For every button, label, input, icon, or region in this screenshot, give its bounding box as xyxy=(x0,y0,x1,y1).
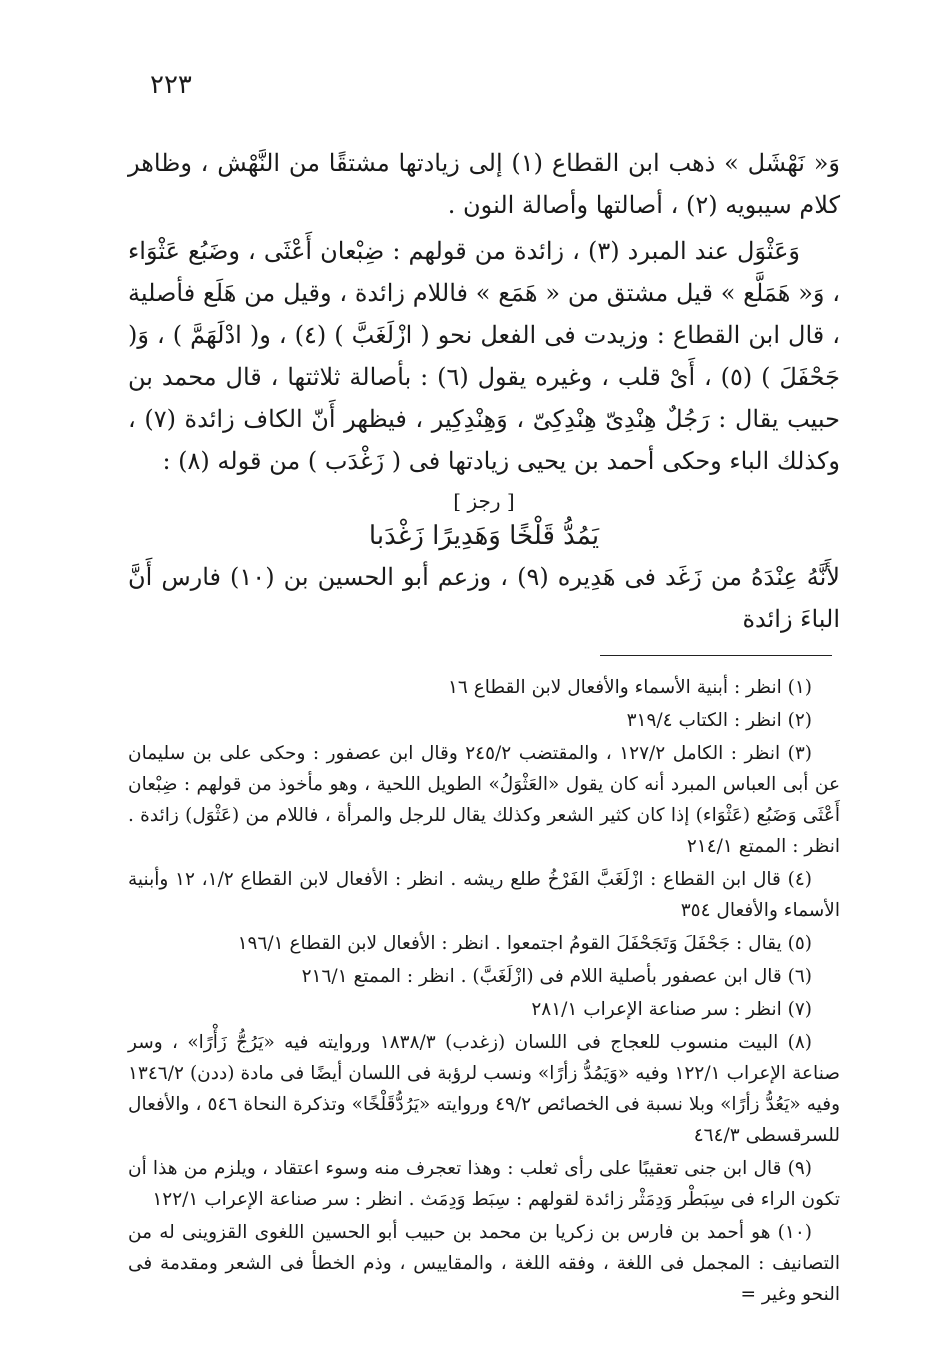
footnote-8: (٨) البيت منسوب للعجاج فى اللسان (زغدب) ١٨٣٨/٣ وروايته فيه «يَرُجُّ زَأْرًا» ، وسر صناعة الإعراب ١٢٢/١ وفيه «وَيَمُدُّ زأرًا» ونسب لرؤبة فى اللسان أيضًا فى مادة (ددن) ١٣٤٦/٢ وفيه «يَعُدُّ زأرًا» وبلا نسبة فى الخصائص ٤٩/٢ وروايته «يَرُدُّقَلْخًا» وتذكرة النحاة ٥٤٦ ، والأفعال للسرقسطى ٤٦٤/٣ xyxy=(128,1032,841,1146)
footnote-9: (٩) قال ابن جنى تعقيبًا على رأى ثعلب : وهذا تعجرف منه وسوء اعتقاد ، ويلزم من هذا أن تكون الراء فى سِبَطْر وَدِمَثْر زائدة لقولهم : سِبَط وَدِمَث . انظر : سر صناعة الإعراب ١٢٢/١ xyxy=(128,1158,840,1210)
footnotes xyxy=(128,672,840,1312)
footnote-separator xyxy=(600,655,832,656)
paragraph-1: وَ« نَهْشَل » ذهب ابن القطاع (١) إلى زيادتها مشتقًا من النَّهْش ، وظاهر كلام سيبويه (٢) ، أصالتها وأصالة النون . xyxy=(128,149,840,219)
footnote-4: (٤) قال ابن القطاع : ازْلَغَبَّ الفَرْخُ طلع ريشه . انظر : الأفعال لابن القطاع ١/٢، ١٢ وأبنية الأسماء والأفعال ٣٥٤ xyxy=(128,869,840,921)
footnote-7: (٧) انظر : سر صناعة الإعراب ٢٨١/١ xyxy=(531,999,812,1020)
footnote-10: (١٠) هو أحمد بن فارس بن زكريا بن محمد بن حبيب أبو الحسين اللغوى القزوينى له من التصانيف : المجمل فى اللغة ، وفقه اللغة ، والمقاييس ، وذم الخطأ فى الشعر ومقدمة فى النحو وغير = xyxy=(128,1222,840,1305)
footnote-1: (١) انظر : أبنية الأسماء والأفعال لابن القطاع ١٦ xyxy=(447,677,812,698)
paragraph-3: لأَنَّهُ عِنْدَهُ من زَغَد فى هَدِيره (٩) ، وزعم أبو الحسين بن (١٠) فارس أَنَّ الباءَ زائدة xyxy=(128,563,840,633)
verse-meter-tag: [ رجز ] xyxy=(453,489,515,513)
page-number: ٢٢٣ xyxy=(150,70,192,100)
poetry-verse: يَمُدُّ قَلْخًا وَهَدِيرًا زَغْدَبا xyxy=(368,521,600,551)
footnote-5: (٥) يقال : جَحْفَلَ وَتَجَحْفَلَ القومُ اجتمعوا . انظر : الأفعال لابن القطاع ١٩٦/١ xyxy=(237,933,812,954)
footnote-2: (٢) انظر : الكتاب ٣١٩/٤ xyxy=(626,710,812,731)
footnote-6: (٦) قال ابن عصفور بأصلية اللام فى (ازْلَغَبَّ) . انظر : الممتع ٢١٦/١ xyxy=(301,966,812,987)
footnote-3: (٣) انظر : الكامل ١٢٧/٢ ، والمقتضب ٢٤٥/٢ وقال ابن عصفور : وحكى على بن سليمان عن أبى العباس المبرد أنه كان يقول «العَثْوَلُ» الطويل اللحية ، وهو مأخوذ من قولهم : ضِبْعان أَعْثَى وَضَبُع (عَثْوَاء) إذا كان كثير الشعر وكذلك يقال للرجل والمرأة ، فاللام من (عَثْوَل) زائدة . انظر : الممتع ٢١٤/١ xyxy=(128,743,840,857)
main-text xyxy=(128,142,840,640)
paragraph-2: وَعَثْوَل عند المبرد (٣) ، زائدة من قولهم : ضِبْعان أَعْثَى ، وضَبُع عَثْوَاء ، وَ« هَمَلَّع » قيل مشتق من « هَمَع » فاللام زائدة ، وقيل من هَلَع فأصلية ، قال ابن القطاع : وزيدت فى الفعل نحو ( ازْلَغَبَّ ) (٤) ، و( ادْلَهَمَّ ) ، وَ( جَحْفَلَ ) (٥) ، أَىْ قلب ، وغيره يقول (٦) : بأصالة ثلاثتها ، قال محمد بن حبيب يقال : رَجُلٌ هِنْدِىّ هِنْدِكِىّ ، وَهِنْدِكِير ، فيظهر أَنّ الكاف زائدة (٧) ، وكذلك الباء وحكى أحمد بن يحيى زيادتها فى ( زَغْدَب ) من قوله (٨) : xyxy=(128,237,841,475)
